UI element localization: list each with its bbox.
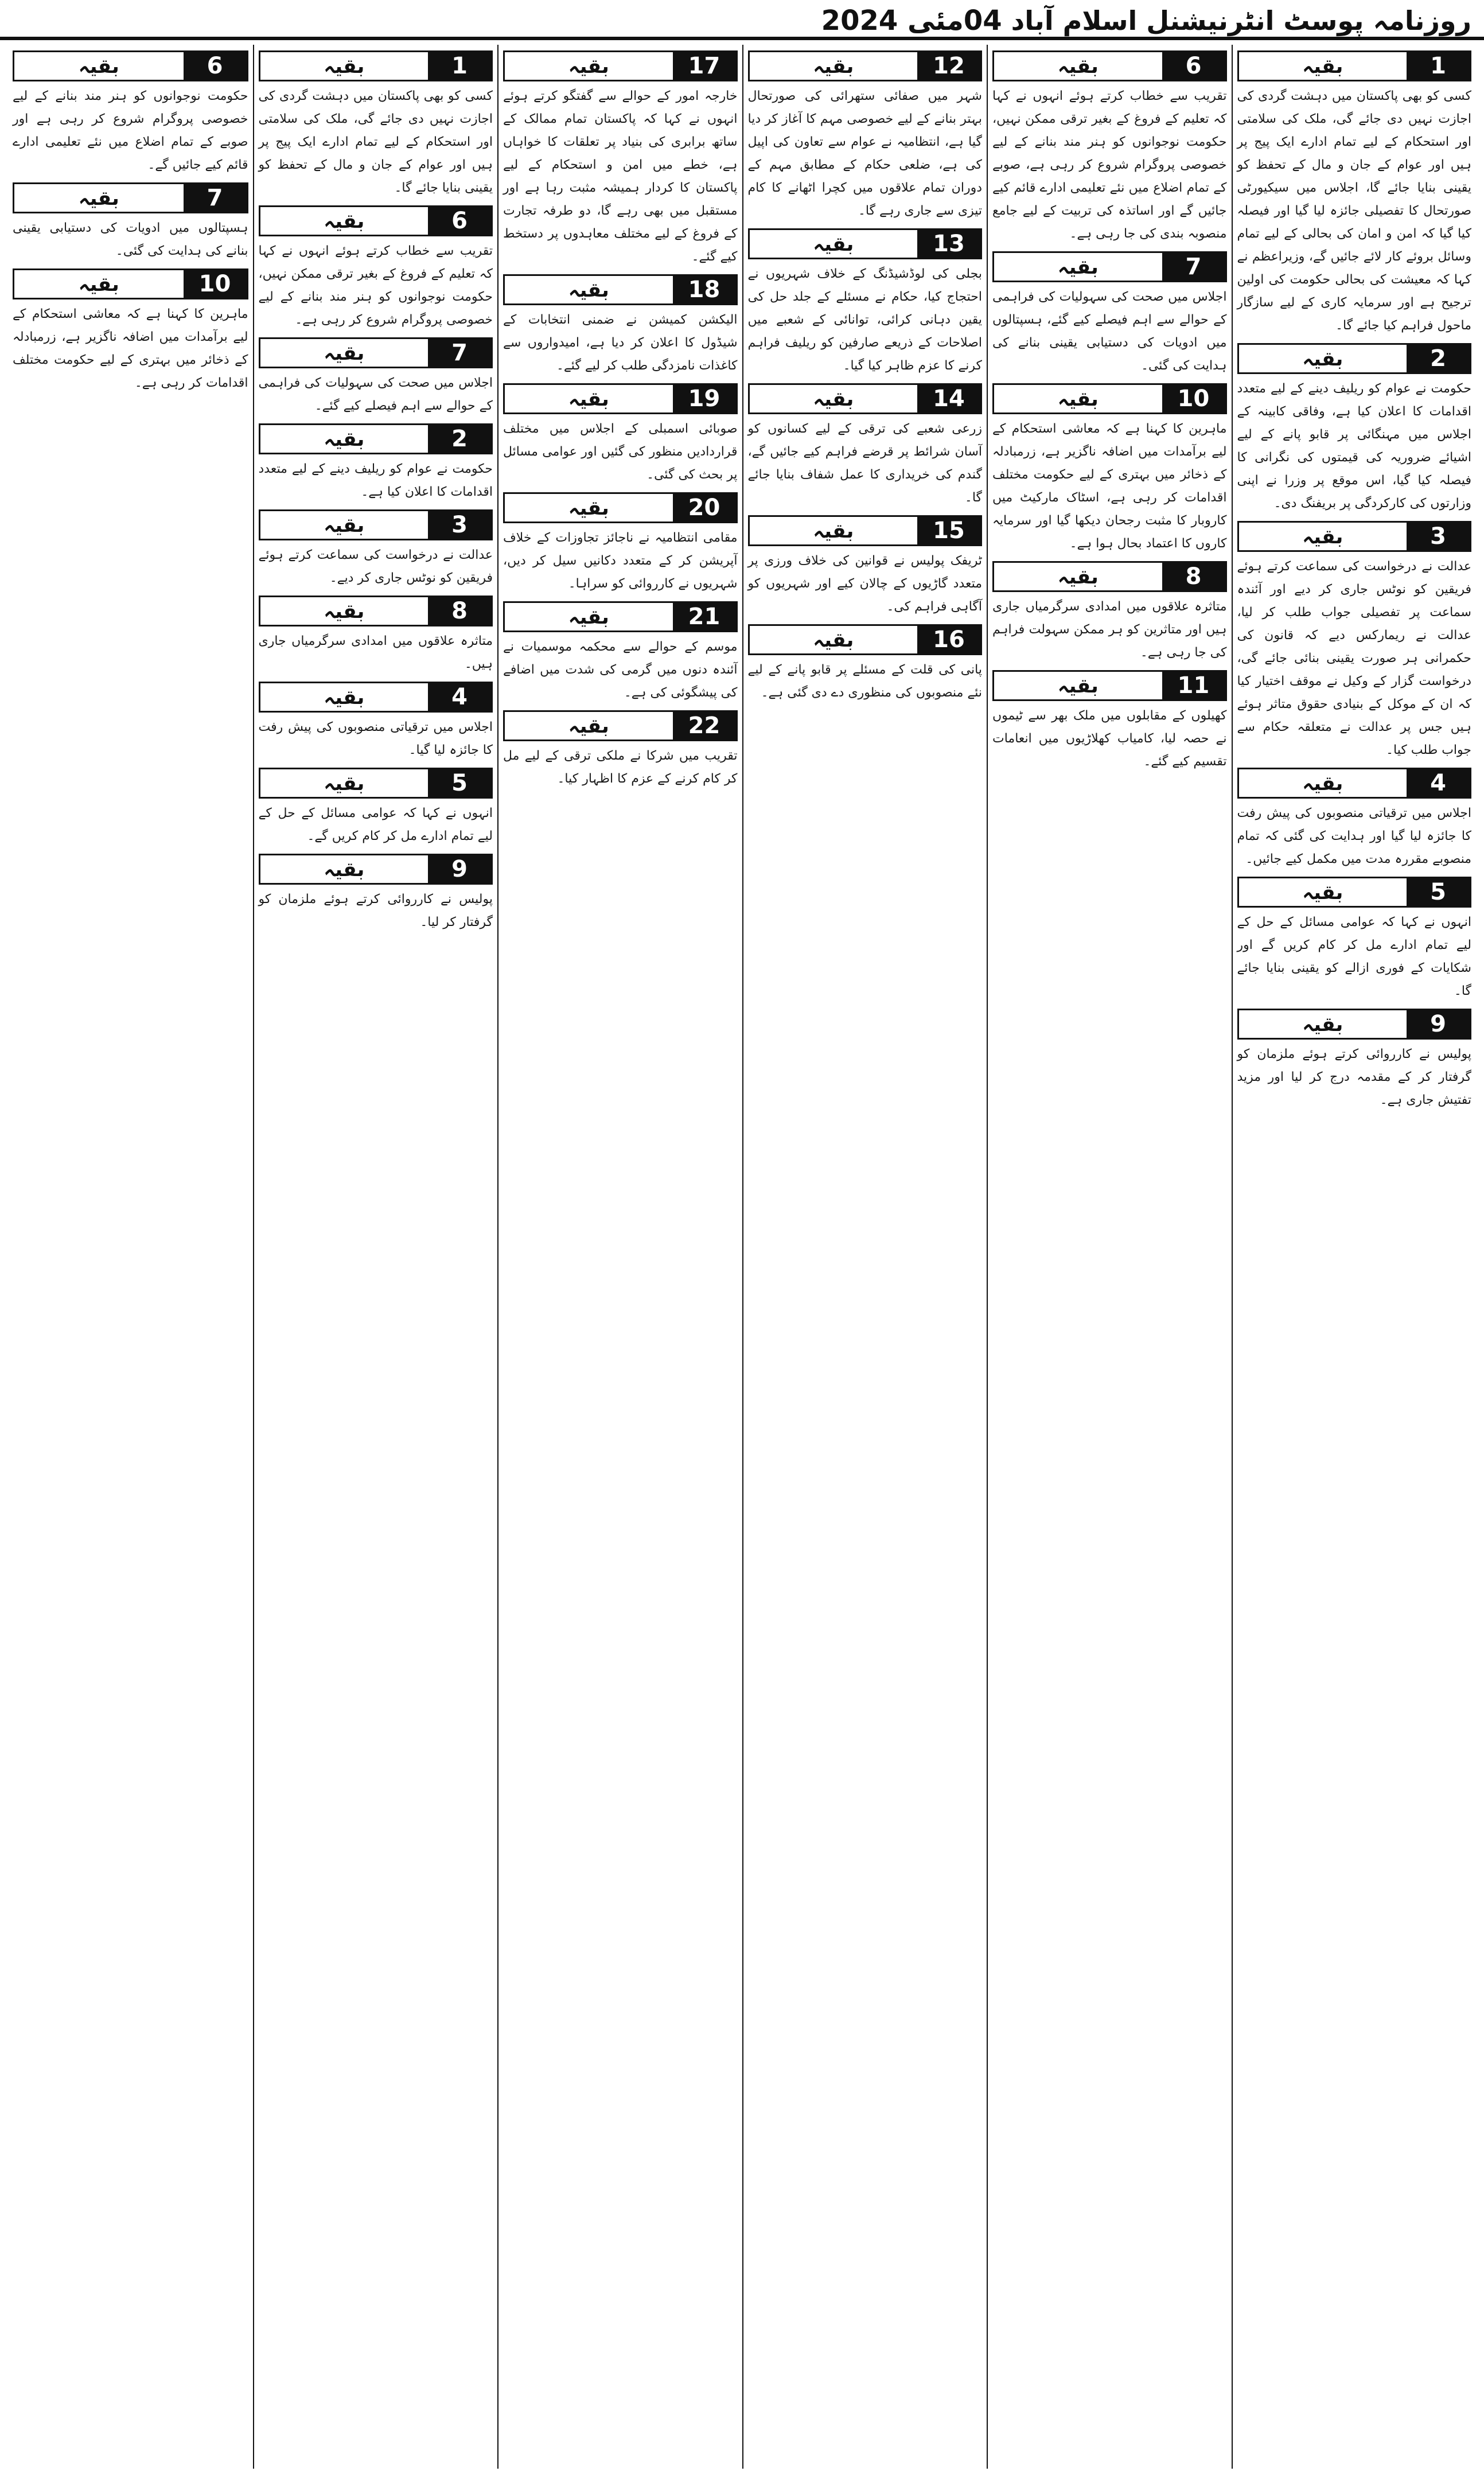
story-number: 18	[673, 276, 736, 303]
story-text: تقریب سے خطاب کرتے ہوئے انہوں نے کہا کہ تعلیم کے فروغ کے بغیر ترقی ممکن نہیں، حکومت نوجوانوں کو ہنر مند بنانے کے لیے خصوصی پروگرام شروع کر رہی ہے، صوبے کے تمام اضلاع میں نئے تعلیمی ادارے قائم کیے جائیں گے اور اساتذہ کی تربیت کے لیے جامع منصوبہ بندی کی جا رہی ہے۔	[992, 89, 1227, 241]
story-header	[1237, 50, 1472, 81]
story-header	[259, 337, 493, 368]
continuation-label: بقیہ	[260, 683, 429, 711]
story	[1237, 1009, 1472, 1112]
continuation-label: بقیہ	[750, 626, 918, 653]
story-number: 4	[1407, 769, 1470, 797]
story-header	[992, 670, 1227, 701]
continuation-label: بقیہ	[260, 855, 429, 883]
story-header	[1237, 343, 1472, 374]
story-header	[259, 854, 493, 885]
continuation-label: بقیہ	[1239, 1010, 1407, 1038]
story	[748, 515, 983, 618]
column	[8, 45, 253, 2469]
story-number: 22	[673, 712, 736, 740]
story-header	[259, 205, 493, 236]
story	[1237, 768, 1472, 871]
story	[13, 268, 248, 395]
story-number: 8	[428, 597, 491, 625]
story	[1237, 877, 1472, 1003]
continuation-label: بقیہ	[260, 425, 429, 453]
continuation-label: بقیہ	[750, 385, 918, 412]
story-header	[748, 50, 983, 81]
story	[992, 383, 1227, 555]
story	[748, 624, 983, 705]
story	[503, 492, 738, 596]
continuation-label: بقیہ	[260, 511, 429, 539]
continuation-label: بقیہ	[1239, 878, 1407, 906]
story-number: 21	[673, 603, 736, 631]
story-text: حکومت نے عوام کو ریلیف دینے کے لیے متعدد اقدامات کا اعلان کیا ہے۔	[258, 462, 493, 499]
column	[987, 45, 1232, 2469]
story-header	[259, 682, 493, 713]
continuation-label: بقیہ	[505, 385, 673, 412]
story-header	[1237, 1009, 1472, 1040]
story-text: کھیلوں کے مقابلوں میں ملک بھر سے ٹیموں نے حصہ لیا، کامیاب کھلاڑیوں میں انعامات تقسیم کیے گئے۔	[992, 709, 1227, 769]
story	[259, 423, 493, 504]
story-header	[503, 383, 738, 414]
story-number: 6	[184, 52, 247, 80]
story	[259, 50, 493, 200]
masthead-date: 04مئی 2024	[821, 5, 1002, 37]
continuation-label: بقیہ	[505, 494, 673, 522]
column	[253, 45, 498, 2469]
story	[259, 682, 493, 762]
story-header	[503, 274, 738, 305]
story	[748, 383, 983, 509]
story	[503, 274, 738, 378]
story-text: بجلی کی لوڈشیڈنگ کے خلاف شہریوں نے احتجاج کیا، حکام نے مسئلے کے جلد حل کی یقین دہانی کرائی، توانائی کے شعبے میں اصلاحات کے ذریعے صارفین کو ریلیف فراہم کرنے کا عزم ظاہر کیا گیا۔	[747, 267, 982, 373]
story-header	[1237, 768, 1472, 799]
story-number: 8	[1162, 563, 1225, 590]
story-number: 19	[673, 385, 736, 412]
story	[259, 854, 493, 934]
story-number: 13	[917, 230, 980, 258]
story-header	[13, 268, 248, 299]
continuation-label: بقیہ	[994, 385, 1162, 412]
story-text: ہسپتالوں میں ادویات کی دستیابی یقینی بنانے کی ہدایت کی گئی۔	[13, 221, 248, 258]
continuation-label: بقیہ	[1239, 523, 1407, 550]
masthead	[0, 0, 1484, 40]
story-number: 1	[428, 52, 491, 80]
story-text: ٹریفک پولیس نے قوانین کی خلاف ورزی پر متعدد گاڑیوں کے چالان کیے اور شہریوں کو آگاہی فراہم کی۔	[747, 554, 982, 614]
story-text: حکومت نے عوام کو ریلیف دینے کے لیے متعدد اقدامات کا اعلان کیا ہے، وفاقی کابینہ کے اجلاس میں مہنگائی پر قابو پانے کے لیے اشیائے ضروریہ کی قیمتوں کی نگرانی کا فیصلہ کیا گیا، اس موقع پر وزرا نے اپنی وزارتوں کی کارکردگی پر بریفنگ دی۔	[1237, 382, 1471, 511]
story	[259, 205, 493, 332]
story-number: 10	[184, 270, 247, 298]
story-text: کسی کو بھی پاکستان میں دہشت گردی کی اجازت نہیں دی جائے گی، ملک کی سلامتی اور استحکام کے لیے تمام ادارے ایک پیج پر ہیں اور عوام کے جان و مال کے تحفظ کو یقینی بنایا جائے گا۔	[258, 89, 493, 195]
story-header	[503, 50, 738, 81]
story-header	[259, 768, 493, 799]
story-text: عدالت نے درخواست کی سماعت کرتے ہوئے فریقین کو نوٹس جاری کر دیے۔	[258, 548, 493, 585]
story-header	[748, 383, 983, 414]
story-number: 7	[184, 184, 247, 212]
continuation-label: بقیہ	[260, 769, 429, 797]
story-header	[259, 423, 493, 454]
continuation-label: بقیہ	[994, 672, 1162, 699]
story	[503, 383, 738, 487]
story-number: 2	[1407, 345, 1470, 372]
story-text: اجلاس میں ترقیاتی منصوبوں کی پیش رفت کا جائزہ لیا گیا۔	[258, 720, 493, 757]
story-number: 1	[1407, 52, 1470, 80]
story-header	[1237, 521, 1472, 552]
story	[259, 596, 493, 676]
continuation-label: بقیہ	[14, 52, 184, 80]
continuation-label: بقیہ	[505, 52, 673, 80]
story	[13, 182, 248, 263]
story-text: پولیس نے کارروائی کرتے ہوئے ملزمان کو گرفتار کر لیا۔	[258, 892, 493, 929]
story-text: ماہرین کا کہنا ہے کہ معاشی استحکام کے لیے برآمدات میں اضافہ ناگزیر ہے، زرمبادلہ کے ذخائر میں بہتری کے لیے حکومت مختلف اقدامات کر رہی ہے۔	[13, 307, 248, 390]
story-text: انہوں نے کہا کہ عوامی مسائل کے حل کے لیے تمام ادارے مل کر کام کریں گے اور شکایات کے فوری ازالے کو یقینی بنایا جائے گا۔	[1237, 915, 1471, 998]
story	[13, 50, 248, 177]
story-number: 2	[428, 425, 491, 453]
story-text: اجلاس میں ترقیاتی منصوبوں کی پیش رفت کا جائزہ لیا گیا اور ہدایت کی گئی کہ تمام منصوبے مقررہ مدت میں مکمل کیے جائیں۔	[1237, 806, 1471, 866]
story-header	[992, 561, 1227, 592]
column	[1232, 45, 1477, 2469]
story-number: 10	[1162, 385, 1225, 412]
story-header	[503, 601, 738, 632]
story-text: حکومت نوجوانوں کو ہنر مند بنانے کے لیے خصوصی پروگرام شروع کر رہی ہے اور صوبے کے تمام اضلاع میں نئے تعلیمی ادارے قائم کیے جائیں گے۔	[13, 89, 248, 172]
story-text: الیکشن کمیشن نے ضمنی انتخابات کے شیڈول کا اعلان کر دیا ہے، امیدواروں سے کاغذات نامزدگی طلب کر لیے گئے۔	[503, 313, 738, 373]
story-text: انہوں نے کہا کہ عوامی مسائل کے حل کے لیے تمام ادارے مل کر کام کریں گے۔	[258, 806, 493, 843]
story-header	[259, 509, 493, 540]
story	[503, 601, 738, 705]
story-header	[259, 50, 493, 81]
story-header	[13, 182, 248, 213]
story-text: زرعی شعبے کی ترقی کے لیے کسانوں کو آسان شرائط پر قرضے فراہم کیے جائیں گے، گندم کی خریداری کا عمل شفاف بنایا جائے گا۔	[747, 422, 982, 505]
story-number: 17	[673, 52, 736, 80]
story-header	[503, 710, 738, 741]
story-text: تقریب میں شرکا نے ملکی ترقی کے لیے مل کر کام کرنے کے عزم کا اظہار کیا۔	[503, 749, 738, 786]
story-text: پولیس نے کارروائی کرتے ہوئے ملزمان کو گرفتار کر کے مقدمہ درج کر لیا اور مزید تفتیش جاری ہے۔	[1237, 1047, 1471, 1107]
story-number: 16	[917, 626, 980, 653]
story-number: 6	[1162, 52, 1225, 80]
story-number: 9	[428, 855, 491, 883]
story-number: 6	[428, 207, 491, 235]
story-text: مقامی انتظامیہ نے ناجائز تجاوزات کے خلاف آپریشن کر کے متعدد دکانیں سیل کر دیں، شہریوں نے کارروائی کو سراہا۔	[503, 531, 738, 591]
story-text: عدالت نے درخواست کی سماعت کرتے ہوئے فریقین کو نوٹس جاری کر دیے اور آئندہ سماعت پر تفصیلی جواب طلب کر لیا، عدالت نے ریمارکس دیے کہ قانون کی حکمرانی ہر صورت یقینی بنائی جائے گی، درخواست گزار کے وکیل نے موقف اختیار کیا کہ ان کے موکل کے بنیادی حقوق متاثر ہوئے ہیں جس پر عدالت نے متعلقہ حکام سے جواب طلب کیا۔	[1237, 559, 1471, 757]
masthead-name: روزنامہ پوسٹ انٹرنیشنل اسلام آباد	[1011, 5, 1471, 36]
story	[992, 50, 1227, 246]
story-header	[13, 50, 248, 81]
continuation-label: بقیہ	[505, 603, 673, 631]
story	[992, 251, 1227, 378]
continuation-label: بقیہ	[750, 517, 918, 544]
story-number: 7	[1162, 253, 1225, 281]
story	[259, 337, 493, 418]
continuation-label: بقیہ	[260, 597, 429, 625]
story-text: صوبائی اسمبلی کے اجلاس میں مختلف قراردادیں منظور کی گئیں اور عوامی مسائل پر بحث کی گئی۔	[503, 422, 738, 482]
continuation-label: بقیہ	[750, 230, 918, 258]
story	[748, 50, 983, 223]
story-number: 3	[428, 511, 491, 539]
continuation-label: بقیہ	[994, 253, 1162, 281]
story-text: متاثرہ علاقوں میں امدادی سرگرمیاں جاری ہیں۔	[258, 634, 493, 671]
story-number: 9	[1407, 1010, 1470, 1038]
continuation-label: بقیہ	[14, 184, 184, 212]
story-number: 3	[1407, 523, 1470, 550]
story-text: پانی کی قلت کے مسئلے پر قابو پانے کے لیے نئے منصوبوں کی منظوری دے دی گئی ہے۔	[747, 663, 982, 700]
story-header	[259, 596, 493, 626]
story-number: 5	[428, 769, 491, 797]
continuation-label: بقیہ	[260, 207, 429, 235]
story	[992, 670, 1227, 773]
continuation-label: بقیہ	[994, 52, 1162, 80]
story	[503, 50, 738, 268]
story-text: خارجہ امور کے حوالے سے گفتگو کرتے ہوئے انہوں نے کہا کہ پاکستان تمام ممالک کے ساتھ برابری کی بنیاد پر تعلقات کا خواہاں ہے، خطے میں امن و استحکام کے لیے پاکستان کا کردار ہمیشہ مثبت رہا ہے اور مستقبل میں بھی رہے گا، دو طرفہ تجارت کے فروغ کے لیے مختلف معاہدوں پر دستخط کیے گئے۔	[503, 89, 738, 264]
story-text: اجلاس میں صحت کی سہولیات کی فراہمی کے حوالے سے اہم فیصلے کیے گئے، ہسپتالوں میں ادویات کی دستیابی یقینی بنانے کی ہدایت کی گئی۔	[992, 290, 1227, 373]
newspaper-page	[8, 45, 1476, 2469]
story-header	[1237, 877, 1472, 908]
story-header	[503, 492, 738, 523]
story-header	[748, 228, 983, 259]
story-text: موسم کے حوالے سے محکمہ موسمیات نے آئندہ دنوں میں گرمی کی شدت میں اضافے کی پیشگوئی کی ہے۔	[503, 640, 738, 700]
column	[497, 45, 742, 2469]
story-header	[748, 515, 983, 546]
story-text: ماہرین کا کہنا ہے کہ معاشی استحکام کے لیے برآمدات میں اضافہ ناگزیر ہے، زرمبادلہ کے ذخائر میں بہتری کے لیے حکومت مختلف اقدامات کر رہی ہے، اسٹاک مارکیٹ میں کاروبار کا مثبت رجحان دیکھا گیا اور سرمایہ کاروں کا اعتماد بحال ہوا ہے۔	[992, 422, 1227, 551]
story-number: 20	[673, 494, 736, 522]
story-text: تقریب سے خطاب کرتے ہوئے انہوں نے کہا کہ تعلیم کے فروغ کے بغیر ترقی ممکن نہیں، حکومت نوجوانوں کو ہنر مند بنانے کے لیے خصوصی پروگرام شروع کر رہی ہے۔	[258, 244, 493, 327]
story-number: 5	[1407, 878, 1470, 906]
story-number: 15	[917, 517, 980, 544]
story-number: 14	[917, 385, 980, 412]
story-header	[992, 251, 1227, 282]
continuation-label: بقیہ	[1239, 769, 1407, 797]
continuation-label: بقیہ	[994, 563, 1162, 590]
masthead-title	[821, 5, 1471, 37]
continuation-label: بقیہ	[505, 712, 673, 740]
story-text: اجلاس میں صحت کی سہولیات کی فراہمی کے حوالے سے اہم فیصلے کیے گئے۔	[258, 376, 493, 413]
story-text: کسی کو بھی پاکستان میں دہشت گردی کی اجازت نہیں دی جائے گی، ملک کی سلامتی اور استحکام کے لیے تمام ادارے ایک پیج پر ہیں اور عوام کے جان و مال کے تحفظ کو یقینی بنایا جائے گا، اجلاس میں سیکیورٹی صورتحال کا تفصیلی جائزہ لیا گیا اور فیصلہ کیا گیا کہ امن و امان کی بحالی کے لیے تمام وسائل بروئے کار لائے جائیں گے، وزیراعظم نے کہا کہ معیشت کی بحالی حکومت کی اولین ترجیح ہے اور سرمایہ کاری کے لیے سازگار ماحول فراہم کیا جائے گا۔	[1237, 89, 1471, 333]
story-header	[992, 50, 1227, 81]
story-header	[992, 383, 1227, 414]
continuation-label: بقیہ	[1239, 345, 1407, 372]
story	[992, 561, 1227, 664]
continuation-label: بقیہ	[260, 339, 429, 367]
story	[1237, 343, 1472, 515]
story-number: 4	[428, 683, 491, 711]
continuation-label: بقیہ	[260, 52, 429, 80]
story-number: 7	[428, 339, 491, 367]
story-text: شہر میں صفائی ستھرائی کی صورتحال بہتر بنانے کے لیے خصوصی مہم کا آغاز کر دیا گیا ہے، انتظامیہ نے عوام سے تعاون کی اپیل کی ہے، ضلعی حکام کے مطابق مہم کے دوران تمام علاقوں میں کچرا اٹھانے کا کام تیزی سے جاری رہے گا۔	[747, 89, 982, 218]
story-number: 12	[917, 52, 980, 80]
story	[259, 509, 493, 590]
story	[503, 710, 738, 791]
continuation-label: بقیہ	[14, 270, 184, 298]
story	[1237, 521, 1472, 762]
column	[742, 45, 987, 2469]
story-header	[748, 624, 983, 655]
story	[748, 228, 983, 378]
story-text: متاثرہ علاقوں میں امدادی سرگرمیاں جاری ہیں اور متاثرین کو ہر ممکن سہولت فراہم کی جا رہی ہے۔	[992, 600, 1227, 660]
continuation-label: بقیہ	[505, 276, 673, 303]
story	[259, 768, 493, 848]
story	[1237, 50, 1472, 337]
continuation-label: بقیہ	[1239, 52, 1407, 80]
continuation-label: بقیہ	[750, 52, 918, 80]
story-number: 11	[1162, 672, 1225, 699]
